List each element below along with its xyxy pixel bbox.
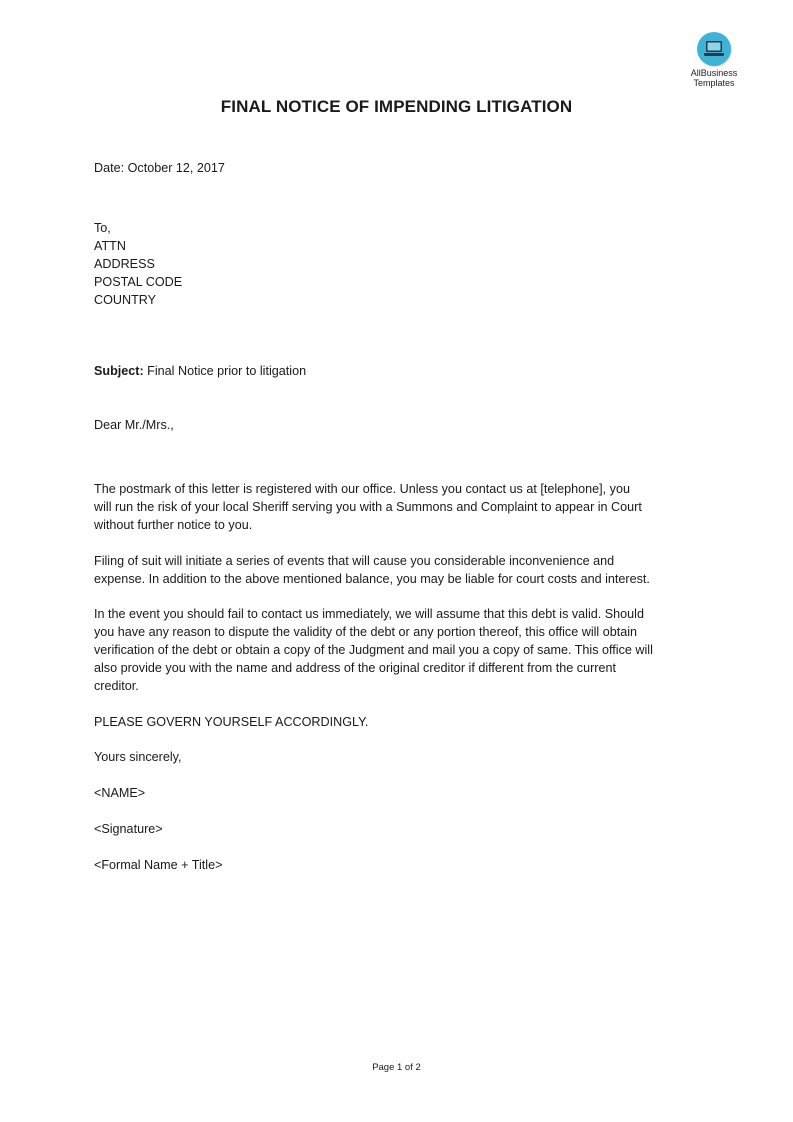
signature-placeholder: <Signature> (94, 822, 163, 836)
name-placeholder: <NAME> (94, 786, 146, 800)
paragraph-1-line: without further notice to you. (94, 518, 253, 532)
logo-line2: Templates (693, 78, 735, 88)
subject-line (94, 362, 714, 380)
paragraph-3-line: verification of the debt or obtain a copy of the Judgment and mail you a copy of same. This office will (94, 643, 653, 657)
formal-name-placeholder: <Formal Name + Title> (94, 858, 223, 872)
allbusiness-logo (684, 32, 744, 88)
page-number: Page 1 of 2 (372, 1062, 421, 1073)
paragraph-1 (94, 480, 704, 534)
date-line: Date: October 12, 2017 (94, 161, 225, 175)
paragraph-3-line: also provide you with the name and address of the original creditor if different from the current (94, 661, 616, 675)
address-postal-code: POSTAL CODE (94, 275, 183, 289)
logo-line1: AllBusiness (690, 68, 738, 78)
paragraph-3-line: you have any reason to dispute the validity of the debt or any portion thereof, this office will obtain (94, 625, 638, 639)
govern-line: PLEASE GOVERN YOURSELF ACCORDINGLY. (94, 715, 369, 729)
subject-label: Subject: (94, 364, 144, 378)
address-country: COUNTRY (94, 293, 157, 307)
subject-text: Final Notice prior to litigation (143, 364, 307, 378)
paragraph-3 (94, 605, 704, 695)
salutation: Dear Mr./Mrs., (94, 418, 174, 432)
address-to: To, (94, 221, 111, 235)
laptop-icon (697, 32, 731, 66)
address-attn: ATTN (94, 239, 126, 253)
closing-line: Yours sincerely, (94, 750, 182, 764)
paragraph-1-line: will run the risk of your local Sheriff serving you with a Summons and Complaint to appear in Court (94, 500, 642, 514)
logo-text (684, 68, 744, 88)
address-block (94, 219, 714, 309)
address-address: ADDRESS (94, 257, 155, 271)
paragraph-3-line: creditor. (94, 679, 139, 693)
paragraph-1-line: The postmark of this letter is registered with our office. Unless you contact us at [telephone], you (94, 482, 630, 496)
paragraph-2-line: Filing of suit will initiate a series of events that will cause you considerable inconvenience and (94, 554, 615, 568)
paragraph-2-line: expense. In addition to the above mentioned balance, you may be liable for court costs and interest. (94, 572, 650, 586)
paragraph-3-line: In the event you should fail to contact us immediately, we will assume that this debt is valid. Should (94, 607, 644, 621)
document-title: FINAL NOTICE OF IMPENDING LITIGATION (220, 97, 573, 116)
paragraph-2 (94, 552, 704, 588)
